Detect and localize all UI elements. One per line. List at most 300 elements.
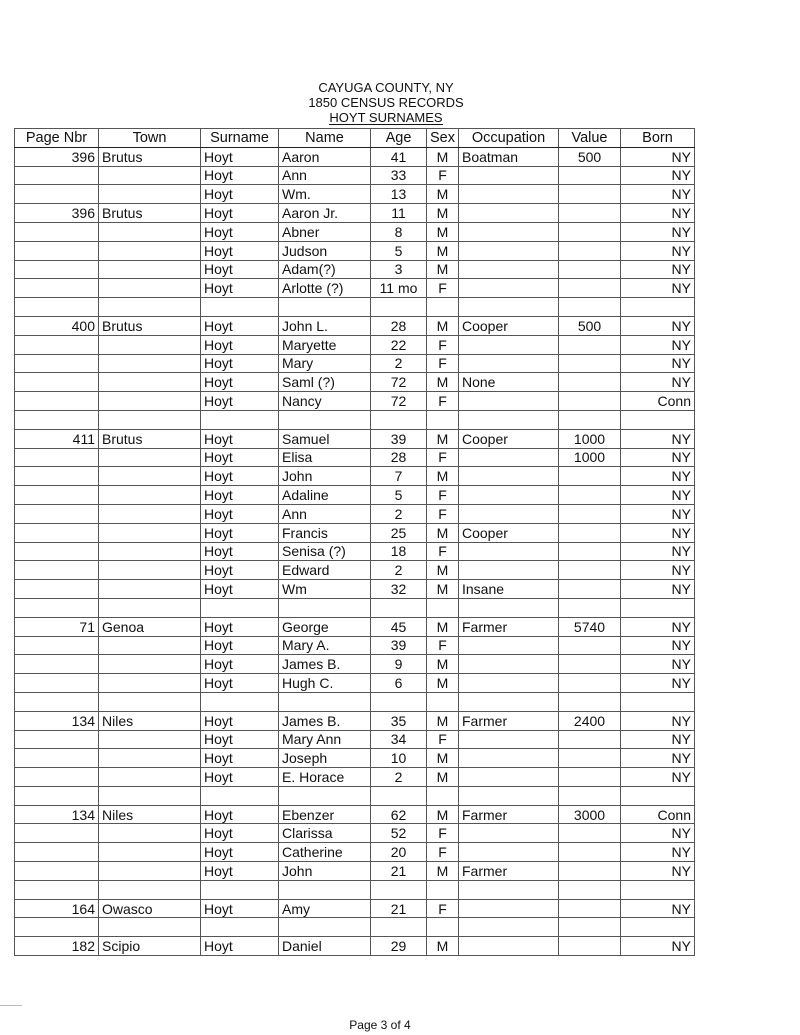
cell-page (15, 373, 99, 392)
cell-town (99, 749, 201, 768)
cell-born: NY (621, 711, 695, 730)
cell-page: 71 (15, 617, 99, 636)
cell-occupation (459, 354, 559, 373)
cell-sex: F (427, 392, 459, 411)
cell-sex (427, 598, 459, 617)
cell-surname: Hoyt (201, 222, 279, 241)
cell-born (621, 918, 695, 937)
cell-sex: F (427, 279, 459, 298)
cell-occupation: None (459, 373, 559, 392)
cell-occupation (459, 899, 559, 918)
cell-born: NY (621, 279, 695, 298)
cell-occupation: Farmer (459, 711, 559, 730)
cell-age: 6 (371, 674, 427, 693)
cell-surname: Hoyt (201, 204, 279, 223)
cell-surname (201, 598, 279, 617)
cell-age: 2 (371, 354, 427, 373)
cell-surname (201, 786, 279, 805)
cell-surname: Hoyt (201, 862, 279, 881)
cell-surname: Hoyt (201, 843, 279, 862)
table-row (15, 805, 695, 824)
table-row (15, 467, 695, 486)
table-row (15, 636, 695, 655)
cell-surname: Hoyt (201, 580, 279, 599)
cell-sex: M (427, 617, 459, 636)
cell-town: Scipio (99, 937, 201, 956)
cell-town (99, 279, 201, 298)
cell-page (15, 786, 99, 805)
cell-born: NY (621, 542, 695, 561)
cell-surname: Hoyt (201, 166, 279, 185)
cell-town (99, 824, 201, 843)
col-header-age: Age (371, 129, 427, 148)
cell-name: Daniel (279, 937, 371, 956)
cell-born: Conn (621, 392, 695, 411)
cell-surname: Hoyt (201, 636, 279, 655)
table-row (15, 674, 695, 693)
cell-born: NY (621, 504, 695, 523)
cell-age: 28 (371, 316, 427, 335)
table-row (15, 373, 695, 392)
cell-born: NY (621, 824, 695, 843)
cell-occupation (459, 222, 559, 241)
cell-surname: Hoyt (201, 655, 279, 674)
cell-sex: M (427, 429, 459, 448)
cell-name: Wm (279, 580, 371, 599)
cell-born: NY (621, 674, 695, 693)
cell-sex (427, 298, 459, 317)
cell-value (559, 298, 621, 317)
table-row (15, 185, 695, 204)
cell-sex: M (427, 222, 459, 241)
cell-name: E. Horace (279, 768, 371, 787)
cell-name (279, 692, 371, 711)
cell-surname: Hoyt (201, 899, 279, 918)
cell-occupation (459, 279, 559, 298)
cell-surname: Hoyt (201, 730, 279, 749)
cell-value: 3000 (559, 805, 621, 824)
cell-surname (201, 692, 279, 711)
cell-born: NY (621, 768, 695, 787)
cell-surname (201, 880, 279, 899)
cell-occupation (459, 392, 559, 411)
cell-town (99, 918, 201, 937)
cell-town: Niles (99, 805, 201, 824)
cell-name: Nancy (279, 392, 371, 411)
cell-page (15, 843, 99, 862)
cell-occupation (459, 260, 559, 279)
scan-artifact (0, 1005, 22, 1006)
cell-born: NY (621, 448, 695, 467)
cell-born (621, 880, 695, 899)
cell-surname: Hoyt (201, 185, 279, 204)
cell-born: NY (621, 486, 695, 505)
cell-name: Aaron (279, 147, 371, 166)
cell-value (559, 862, 621, 881)
cell-page (15, 636, 99, 655)
table-row (15, 899, 695, 918)
cell-occupation: Farmer (459, 617, 559, 636)
cell-name: Saml (?) (279, 373, 371, 392)
cell-town (99, 655, 201, 674)
cell-surname: Hoyt (201, 749, 279, 768)
table-row (15, 617, 695, 636)
cell-age: 11 mo (371, 279, 427, 298)
cell-age (371, 880, 427, 899)
cell-age (371, 410, 427, 429)
cell-page (15, 279, 99, 298)
cell-value (559, 824, 621, 843)
cell-town (99, 730, 201, 749)
cell-surname: Hoyt (201, 373, 279, 392)
cell-surname: Hoyt (201, 429, 279, 448)
cell-page (15, 768, 99, 787)
cell-town (99, 786, 201, 805)
cell-age: 2 (371, 561, 427, 580)
cell-value (559, 279, 621, 298)
cell-born: NY (621, 749, 695, 768)
cell-born: NY (621, 523, 695, 542)
cell-sex: F (427, 542, 459, 561)
cell-value (559, 222, 621, 241)
cell-occupation (459, 730, 559, 749)
cell-born: NY (621, 260, 695, 279)
cell-age: 28 (371, 448, 427, 467)
cell-name (279, 786, 371, 805)
cell-born: NY (621, 843, 695, 862)
cell-town (99, 580, 201, 599)
cell-occupation: Farmer (459, 805, 559, 824)
cell-sex: F (427, 166, 459, 185)
cell-occupation: Insane (459, 580, 559, 599)
table-row-spacer (15, 298, 695, 317)
cell-surname: Hoyt (201, 335, 279, 354)
cell-occupation (459, 204, 559, 223)
cell-occupation (459, 598, 559, 617)
cell-value: 2400 (559, 711, 621, 730)
cell-occupation (459, 448, 559, 467)
cell-occupation (459, 636, 559, 655)
cell-town (99, 166, 201, 185)
cell-value (559, 373, 621, 392)
census-table (14, 128, 695, 956)
cell-sex: M (427, 147, 459, 166)
cell-occupation (459, 880, 559, 899)
cell-name: John (279, 862, 371, 881)
cell-name: Hugh C. (279, 674, 371, 693)
table-row-spacer (15, 918, 695, 937)
table-row (15, 523, 695, 542)
header-county: CAYUGA COUNTY, NY (318, 80, 454, 95)
cell-value (559, 354, 621, 373)
cell-sex: M (427, 523, 459, 542)
cell-born (621, 692, 695, 711)
table-row (15, 204, 695, 223)
cell-town (99, 222, 201, 241)
cell-surname: Hoyt (201, 448, 279, 467)
cell-value (559, 655, 621, 674)
cell-sex (427, 410, 459, 429)
cell-sex: F (427, 335, 459, 354)
cell-value (559, 937, 621, 956)
cell-born: NY (621, 373, 695, 392)
table-row (15, 580, 695, 599)
cell-town (99, 692, 201, 711)
cell-surname: Hoyt (201, 147, 279, 166)
cell-sex: M (427, 768, 459, 787)
table-row (15, 279, 695, 298)
cell-occupation (459, 692, 559, 711)
cell-sex (427, 692, 459, 711)
cell-born: NY (621, 222, 695, 241)
cell-occupation (459, 185, 559, 204)
cell-name: Aaron Jr. (279, 204, 371, 223)
cell-page (15, 523, 99, 542)
cell-page (15, 486, 99, 505)
cell-town (99, 241, 201, 260)
cell-occupation: Cooper (459, 523, 559, 542)
cell-value (559, 749, 621, 768)
cell-sex: F (427, 486, 459, 505)
table-row (15, 335, 695, 354)
cell-age: 39 (371, 636, 427, 655)
cell-sex: M (427, 937, 459, 956)
cell-sex: M (427, 580, 459, 599)
cell-sex: M (427, 316, 459, 335)
cell-town (99, 185, 201, 204)
cell-surname: Hoyt (201, 824, 279, 843)
cell-page (15, 824, 99, 843)
cell-name: Mary (279, 354, 371, 373)
cell-occupation (459, 542, 559, 561)
cell-surname: Hoyt (201, 768, 279, 787)
cell-page (15, 335, 99, 354)
cell-age: 9 (371, 655, 427, 674)
cell-page (15, 730, 99, 749)
table-row (15, 429, 695, 448)
cell-value (559, 843, 621, 862)
cell-sex (427, 786, 459, 805)
cell-born (621, 786, 695, 805)
cell-value (559, 730, 621, 749)
table-row (15, 222, 695, 241)
cell-name: Senisa (?) (279, 542, 371, 561)
cell-name: Adaline (279, 486, 371, 505)
cell-name: Ann (279, 166, 371, 185)
cell-age: 72 (371, 392, 427, 411)
cell-age (371, 692, 427, 711)
cell-page (15, 692, 99, 711)
cell-surname: Hoyt (201, 354, 279, 373)
cell-born: NY (621, 335, 695, 354)
cell-age: 18 (371, 542, 427, 561)
cell-born: Conn (621, 805, 695, 824)
cell-surname: Hoyt (201, 805, 279, 824)
cell-age: 72 (371, 373, 427, 392)
cell-value (559, 392, 621, 411)
cell-value: 500 (559, 147, 621, 166)
cell-town: Brutus (99, 147, 201, 166)
cell-value (559, 918, 621, 937)
cell-age: 52 (371, 824, 427, 843)
cell-name: Edward (279, 561, 371, 580)
cell-name (279, 880, 371, 899)
cell-name: John (279, 467, 371, 486)
cell-sex: M (427, 674, 459, 693)
cell-page (15, 598, 99, 617)
cell-occupation (459, 918, 559, 937)
cell-age: 7 (371, 467, 427, 486)
cell-name: Maryette (279, 335, 371, 354)
cell-page (15, 260, 99, 279)
table-row (15, 542, 695, 561)
header-subtitle: HOYT SURNAMES (329, 110, 443, 125)
cell-age: 62 (371, 805, 427, 824)
cell-value (559, 504, 621, 523)
cell-name: George (279, 617, 371, 636)
cell-surname: Hoyt (201, 523, 279, 542)
cell-age: 11 (371, 204, 427, 223)
cell-page (15, 185, 99, 204)
cell-born: NY (621, 467, 695, 486)
cell-value (559, 598, 621, 617)
cell-value (559, 692, 621, 711)
cell-page (15, 241, 99, 260)
cell-value (559, 486, 621, 505)
cell-value (559, 410, 621, 429)
cell-town (99, 467, 201, 486)
cell-age: 41 (371, 147, 427, 166)
cell-value (559, 899, 621, 918)
cell-page (15, 580, 99, 599)
cell-born: NY (621, 580, 695, 599)
cell-sex: F (427, 843, 459, 862)
cell-name (279, 918, 371, 937)
cell-occupation (459, 768, 559, 787)
cell-name: John L. (279, 316, 371, 335)
cell-occupation (459, 467, 559, 486)
cell-age: 5 (371, 241, 427, 260)
cell-surname (201, 298, 279, 317)
cell-age (371, 298, 427, 317)
cell-town (99, 636, 201, 655)
cell-occupation (459, 843, 559, 862)
table-row (15, 711, 695, 730)
cell-occupation (459, 486, 559, 505)
cell-born: NY (621, 147, 695, 166)
col-header-occupation: Occupation (459, 129, 559, 148)
table-row (15, 843, 695, 862)
cell-occupation (459, 241, 559, 260)
cell-town (99, 354, 201, 373)
table-row (15, 937, 695, 956)
table-row (15, 392, 695, 411)
cell-age: 32 (371, 580, 427, 599)
cell-value: 500 (559, 316, 621, 335)
cell-surname: Hoyt (201, 392, 279, 411)
cell-town: Brutus (99, 429, 201, 448)
cell-page (15, 880, 99, 899)
cell-town (99, 373, 201, 392)
table-row (15, 260, 695, 279)
cell-age: 5 (371, 486, 427, 505)
cell-page (15, 504, 99, 523)
cell-born: NY (621, 354, 695, 373)
cell-name: Judson (279, 241, 371, 260)
cell-surname: Hoyt (201, 617, 279, 636)
cell-name: Samuel (279, 429, 371, 448)
cell-name: Elisa (279, 448, 371, 467)
cell-surname: Hoyt (201, 542, 279, 561)
cell-occupation (459, 298, 559, 317)
cell-name: Joseph (279, 749, 371, 768)
cell-town (99, 260, 201, 279)
cell-town (99, 335, 201, 354)
table-row (15, 147, 695, 166)
cell-surname: Hoyt (201, 279, 279, 298)
cell-age (371, 918, 427, 937)
cell-occupation (459, 655, 559, 674)
cell-value (559, 185, 621, 204)
cell-sex: M (427, 373, 459, 392)
cell-surname (201, 918, 279, 937)
cell-sex (427, 918, 459, 937)
cell-value (559, 880, 621, 899)
cell-page (15, 862, 99, 881)
cell-page (15, 918, 99, 937)
cell-town: Genoa (99, 617, 201, 636)
cell-occupation (459, 504, 559, 523)
cell-value (559, 241, 621, 260)
cell-value (559, 523, 621, 542)
cell-sex: F (427, 824, 459, 843)
cell-age: 2 (371, 504, 427, 523)
page-footer: Page 3 of 4 (349, 1018, 411, 1032)
cell-surname: Hoyt (201, 241, 279, 260)
cell-name: James B. (279, 711, 371, 730)
cell-occupation (459, 749, 559, 768)
cell-town (99, 561, 201, 580)
cell-sex: M (427, 185, 459, 204)
cell-name (279, 598, 371, 617)
cell-born: NY (621, 241, 695, 260)
cell-sex: F (427, 448, 459, 467)
col-header-sex: Sex (427, 129, 459, 148)
col-header-born: Born (621, 129, 695, 148)
cell-page (15, 354, 99, 373)
cell-value (559, 561, 621, 580)
cell-name: Francis (279, 523, 371, 542)
cell-town (99, 448, 201, 467)
cell-sex: M (427, 711, 459, 730)
cell-value (559, 636, 621, 655)
cell-sex (427, 880, 459, 899)
cell-sex: F (427, 730, 459, 749)
cell-born: NY (621, 429, 695, 448)
cell-value (559, 580, 621, 599)
cell-sex: F (427, 899, 459, 918)
cell-name: Wm. (279, 185, 371, 204)
cell-sex: M (427, 862, 459, 881)
table-row (15, 448, 695, 467)
cell-page (15, 749, 99, 768)
cell-surname: Hoyt (201, 561, 279, 580)
cell-age: 35 (371, 711, 427, 730)
cell-name: Catherine (279, 843, 371, 862)
cell-age: 8 (371, 222, 427, 241)
cell-town (99, 504, 201, 523)
cell-town: Niles (99, 711, 201, 730)
